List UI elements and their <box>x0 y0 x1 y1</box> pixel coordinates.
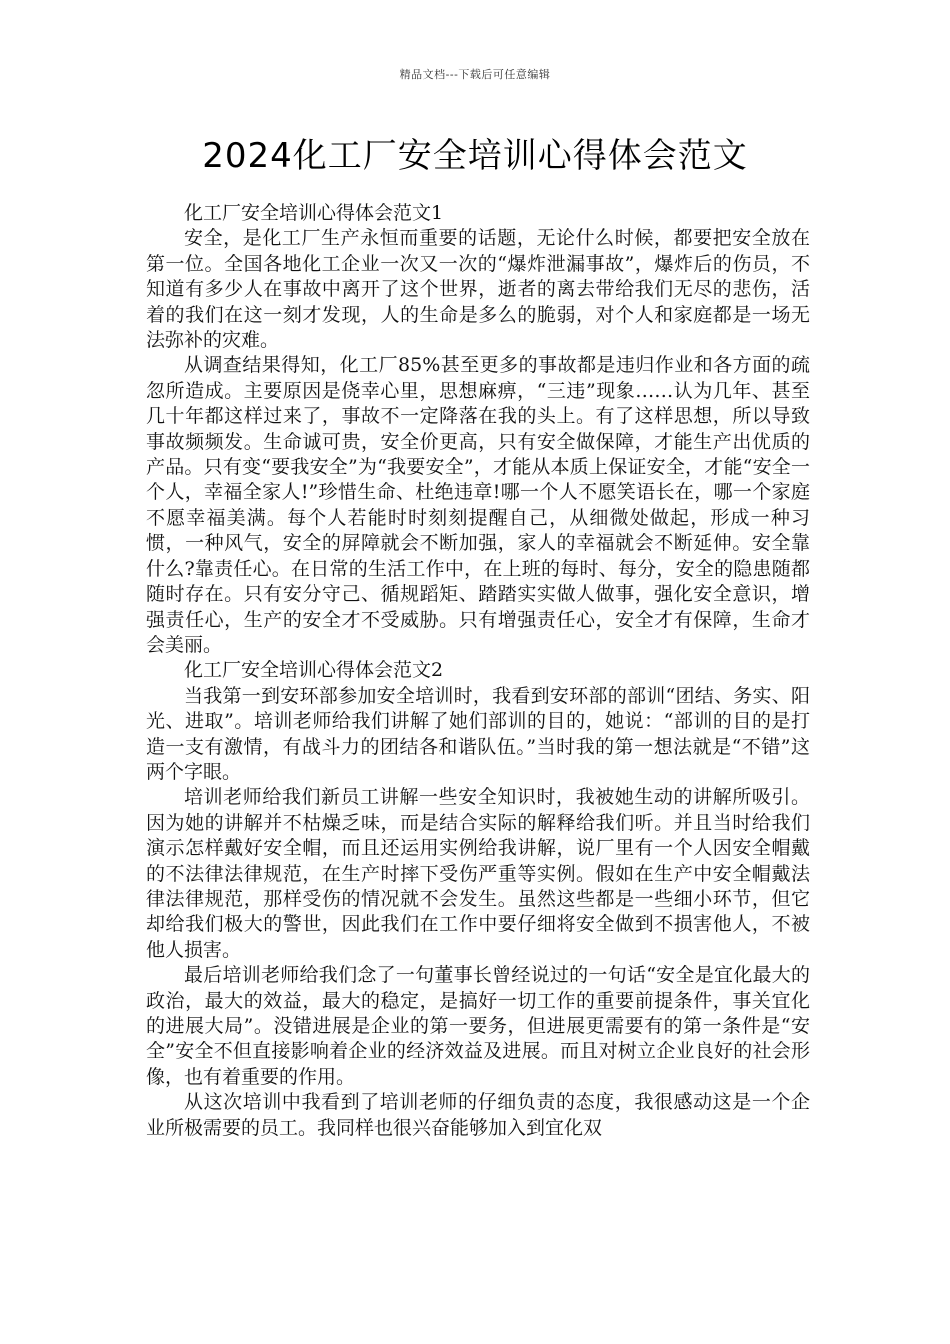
paragraph-4: 培训老师给我们新员工讲解一些安全知识时，我被她生动的讲解所吸引。因为她的讲解并不枯燥乏味，而是结合实际的解释给我们听。并且当时给我们演示怎样戴好安全帽，而且还运用实例给我讲解，说厂里有一个人因安全帽戴的不法律法律规范，在生产时摔下受伤严重等实例。假如在生产中安全帽戴法律法律规范，那样受伤的情况就不会发生。虽然这些都是一些细小环节，但它却给我们极大的警世，因此我们在工作中要仔细将安全做到不损害他人，不被他人损害。 <box>146 786 810 961</box>
page-header-note: 精品文档---下载后可任意编辑 <box>399 68 551 81</box>
document-body <box>146 201 810 1141</box>
paragraph-1: 安全，是化工厂生产永恒而重要的话题，无论什么时候，都要把安全放在第一位。全国各地化工企业一次又一次的“爆炸泄漏事故”，爆炸后的伤员，不知道有多少人在事故中离开了这个世界，逝者的离去带给我们无尽的悲伤，活着的我们在这一刻才发现，人的生命是多么的脆弱，对个人和家庭都是一场无法弥补的灾难。 <box>146 227 810 352</box>
paragraph-3: 当我第一到安环部参加安全培训时，我看到安环部的部训“团结、务实、阳光、进取”。培训老师给我们讲解了她们部训的目的，她说：“部训的目的是打造一支有激情，有战斗力的团结各和谐队伍。”当时我的第一想法就是“不错”这两个字眼。 <box>146 684 810 783</box>
paragraph-2: 从调查结果得知，化工厂85%甚至更多的事故都是违归作业和各方面的疏忽所造成。主要原因是侥幸心里，思想麻痹，“三违”现象……认为几年、甚至几十年都这样过来了，事故不一定降落在我的头上。有了这样思想，所以导致事故频频发。生命诚可贵，安全价更高，只有安全做保障，才能生产出优质的产品。只有变“要我安全”为“我要安全”，才能从本质上保证安全，才能“安全一个人，幸福全家人!”珍惜生命、杜绝违章!哪一个人不愿笑语长在，哪一个家庭不愿幸福美满。每个人若能时时刻刻提醒自己，从细微处做起，形成一种习惯，一种风气，安全的屏障就会不断加强，家人的幸福就会不断延伸。安全靠什么?靠责任心。在日常的生活工作中，在上班的每时、每分，安全的隐患随都随时存在。只有安分守己、循规蹈矩、踏踏实实做人做事，强化安全意识，增强责任心，生产的安全才不受威胁。只有增强责任心，安全才有保障，生命才会美丽。 <box>146 354 810 656</box>
section-heading-2: 化工厂安全培训心得体会范文2 <box>184 659 444 682</box>
paragraph-5: 最后培训老师给我们念了一句董事长曾经说过的一句话“安全是宜化最大的政治，最大的效益，最大的稳定，是搞好一切工作的重要前提条件，事关宜化的进展大局”。没错进展是企业的第一要务，但进展更需要有的第一条件是“安全”安全不但直接影响着企业的经济效益及进展。而且对树立企业良好的社会形像，也有着重要的作用。 <box>146 964 810 1088</box>
section-heading-1: 化工厂安全培训心得体会范文1 <box>184 202 444 224</box>
document-title: 2024化工厂安全培训心得体会范文 <box>202 136 748 176</box>
paragraph-6: 从这次培训中我看到了培训老师的仔细负责的态度，我很感动这是一个企业所极需要的员工。我同样也很兴奋能够加入到宜化双 <box>146 1091 810 1139</box>
